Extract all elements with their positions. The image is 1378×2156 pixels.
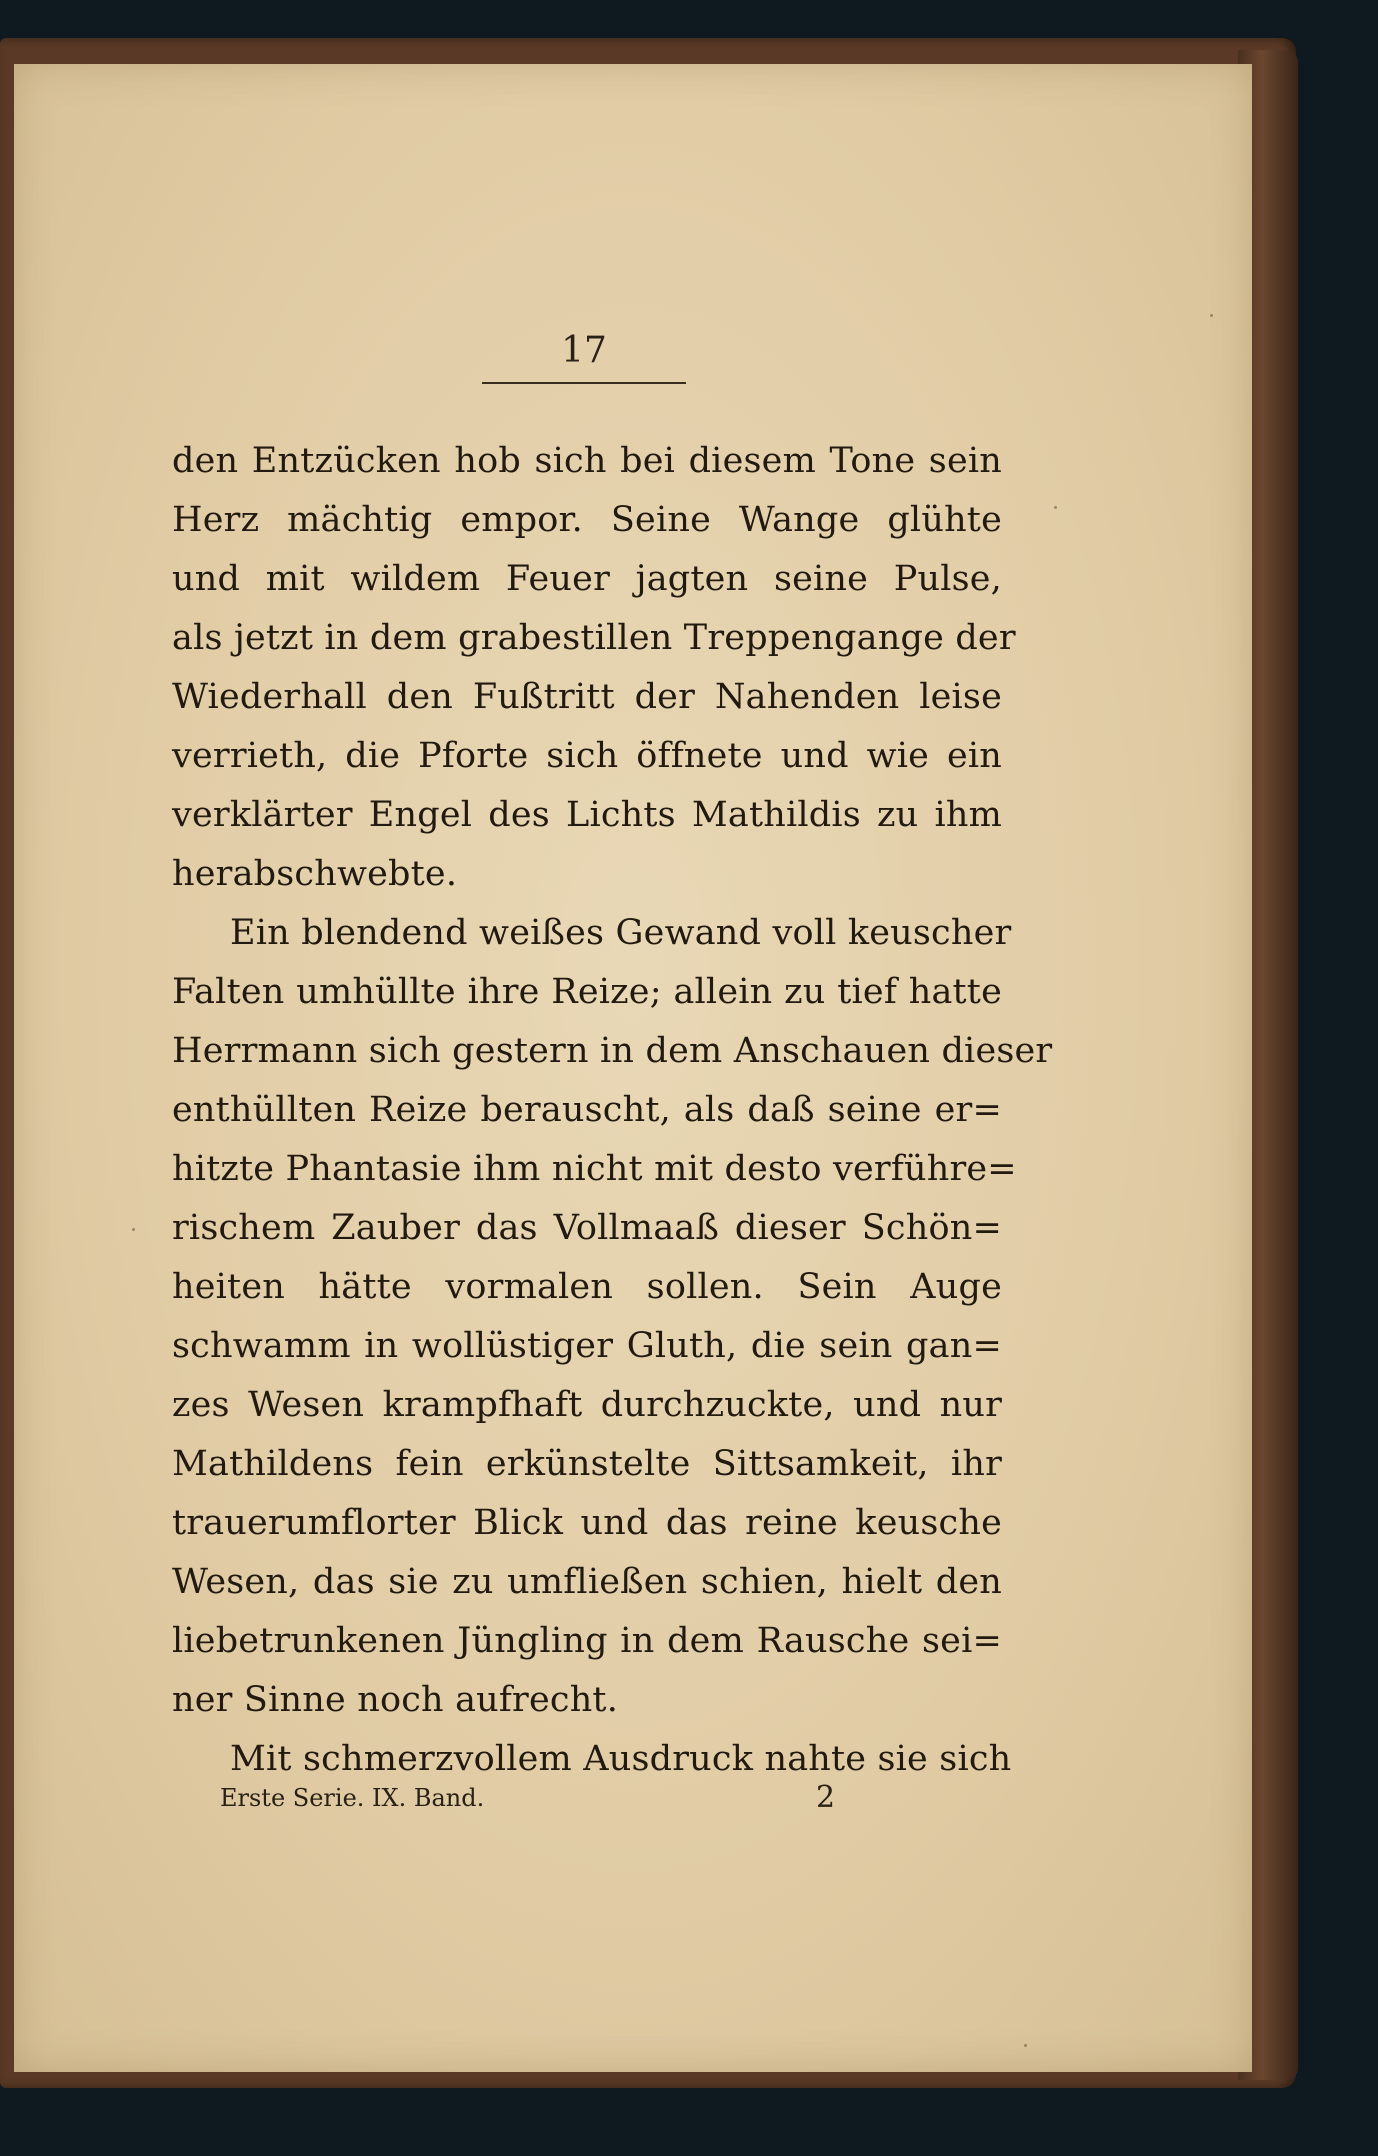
text-line: als jetzt in dem grabestillen Treppengange der	[172, 618, 1016, 658]
text-line: heiten hätte vormalen sollen. Sein Auge	[172, 1267, 1002, 1307]
text-line: enthüllten Reize berauscht, als daß seine er=	[172, 1090, 1002, 1130]
page-number: 17	[561, 330, 607, 371]
text-line: Wesen, das sie zu umfließen schien, hielt den	[172, 1562, 1002, 1602]
text-line: verklärter Engel des Lichts Mathildis zu ihm	[172, 795, 1002, 835]
text-line: Falten umhüllte ihre Reize; allein zu tief hatte	[172, 972, 1002, 1012]
paper-speck	[132, 1228, 135, 1231]
text-line: liebetrunkenen Jüngling in dem Rausche sei=	[172, 1621, 1002, 1661]
text-line: zes Wesen krampfhaft durchzuckte, und nur	[172, 1385, 1002, 1425]
page-footer	[220, 1780, 860, 1824]
paper-page	[14, 64, 1252, 2072]
text-line: Wiederhall den Fußtritt der Nahenden leise	[172, 677, 1002, 717]
text-line: herabschwebte.	[172, 854, 458, 894]
paper-speck	[1210, 314, 1213, 317]
text-line: rischem Zauber das Vollmaaß dieser Schön=	[172, 1208, 1002, 1248]
text-line: schwamm in wollüstiger Gluth, die sein gan=	[172, 1326, 1002, 1366]
text-line: Ein blendend weißes Gewand voll keuscher	[230, 913, 1012, 953]
series-volume-note: Erste Serie. IX. Band.	[220, 1784, 485, 1812]
signature-mark: 2	[816, 1780, 836, 1815]
text-line: ner Sinne noch aufrecht.	[172, 1680, 619, 1720]
body-text	[172, 432, 1053, 1789]
text-line: hitzte Phantasie ihm nicht mit desto verführe=	[172, 1149, 1017, 1189]
paper-speck	[1054, 506, 1057, 509]
text-line: Mathildens fein erkünstelte Sittsamkeit, ihr	[172, 1444, 1002, 1484]
header-rule	[482, 382, 686, 384]
text-line: verrieth, die Pforte sich öffnete und wie ein	[172, 736, 1002, 776]
text-line: den Entzücken hob sich bei diesem Tone sein	[172, 441, 1002, 481]
text-line: Herrmann sich gestern in dem Anschauen dieser	[172, 1031, 1053, 1071]
text-line: und mit wildem Feuer jagten seine Pulse,	[172, 559, 1002, 599]
text-line: trauerumflorter Blick und das reine keusche	[172, 1503, 1002, 1543]
text-line: Mit schmerzvollem Ausdruck nahte sie sich	[230, 1739, 1012, 1779]
paper-speck	[1024, 2044, 1027, 2047]
text-line: Herz mächtig empor. Seine Wange glühte	[172, 500, 1002, 540]
